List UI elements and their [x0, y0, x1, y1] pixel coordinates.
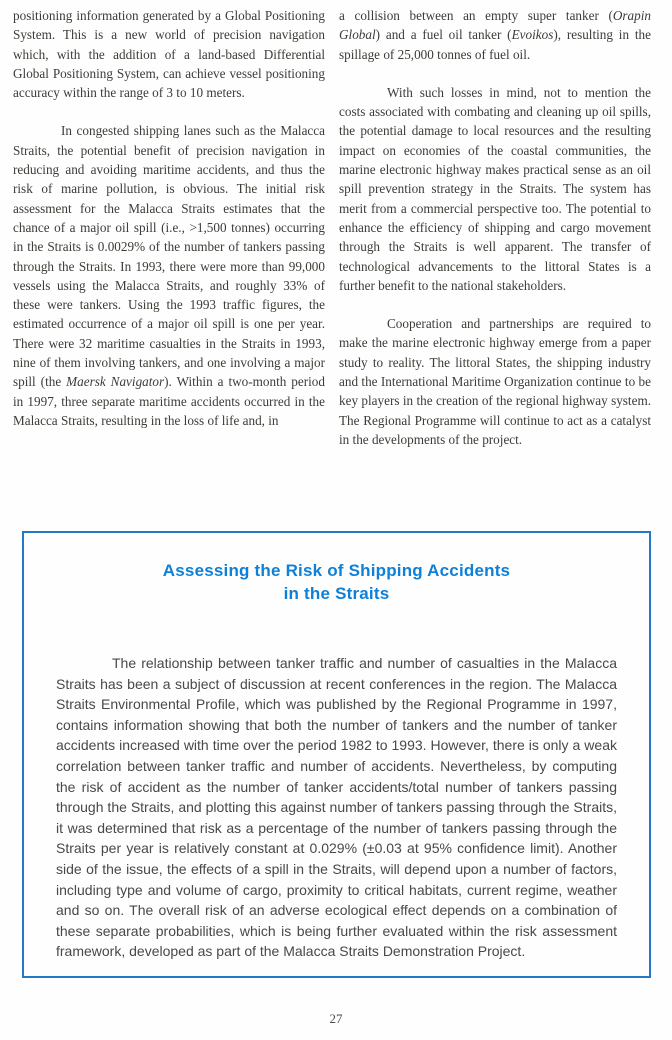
callout-box [22, 531, 651, 978]
text-segment: ) and a fuel oil tanker ( [375, 27, 512, 43]
paragraph [339, 314, 651, 449]
two-column-text-block [13, 6, 651, 468]
left-column [13, 6, 325, 468]
paragraph [13, 121, 325, 430]
page-number: 27 [329, 1011, 343, 1026]
paragraph [339, 83, 651, 295]
right-column [339, 6, 651, 468]
text-segment: ), resulting in the spillage of 25,000 tonnes of fuel oil. [339, 27, 651, 62]
italic-text-segment: Orapin Global [339, 8, 651, 43]
text-segment: positioning information generated by a Global Positioning System. This is a new world of precision navigation which, with the addition of a land-based Differential Global Positioning System, can achieve vessel positioning accuracy within the range of 3 to 10 meters. [13, 8, 325, 101]
callout-title [56, 559, 617, 605]
text-segment: a collision between an empty super tanker ( [339, 8, 613, 23]
callout-title-line1: Assessing the Risk of Shipping Accidents [162, 561, 511, 580]
callout-title-line2: in the Straits [283, 584, 390, 603]
text-segment: ). Within a two-month period in 1997, three separate maritime accidents occurred in the Malacca Straits, resulting in the loss of life and, in [13, 374, 325, 428]
text-segment: In congested shipping lanes such as the Malacca Straits, the potential benefit of precision navigation in reducing and avoiding maritime accidents, and thus the risk of marine pollution, is obvious. The initial risk assessment for the Malacca Straits estimates that the chance of a major oil spill (i.e., >1,500 tonnes) occurring in the Straits is 0.0029% of the number of tankers passing through the Straits. In 1993, there were more than 99,000 vessels using the Malacca Straits, and roughly 33% of these were tankers. Using the 1993 traffic figures, the estimated occurrence of a major oil spill is one per year. There were 32 maritime casualties in the Straits in 1993, nine of them involving tankers, and one involving a major spill (the [13, 123, 325, 390]
paragraph [13, 6, 325, 102]
callout-body-paragraph: The relationship between tanker traffic and number of casualties in the Malacca Straits has been a subject of discussion at recent conferences in the region. The Malacca Straits Environmental Profile, which was published by the Regional Programme in 1997, contains information showing that both the number of tankers and the number of tanker accidents increased with time over the period 1982 to 1993. However, there is only a weak correlation between tanker traffic and number of accidents. Nevertheless, by computing the risk of accident as the number of tanker accidents/total number of tankers passing through the Straits, and plotting this against number of tankers passing through the Straits, it was determined that risk as a percentage of the number of tankers passing through the Straits per year is relatively constant at 0.029% (±0.03 at 95% confidence limit). Another side of the issue, the effects of a spill in the Straits, will depend upon a number of factors, including type and volume of cargo, proximity to critical habitats, current regime, weather and so on. The overall risk of an adverse ecological effect depends on a combination of these separate probabilities, which is being further evaluated within the risk assessment framework, developed as part of the Malacca Straits Demonstration Project. [56, 655, 617, 960]
text-segment: With such losses in mind, not to mention the costs associated with combating and cleaning up oil spills, the potential damage to local resources and the resulting impact on economies of the coastal communities, the marine electronic highway makes practical sense as an oil spill prevention strategy in the Straits. The system has merit from a commercial perspective too. The potential to enhance the efficiency of shipping and cargo movement through the Straits is well apparent. The transfer of technological advancements to the littoral States is a further benefit to the national stakeholders. [339, 84, 651, 293]
italic-text-segment: Evoikos [511, 27, 554, 43]
italic-text-segment: Maersk Navigator [66, 374, 165, 390]
text-segment: Cooperation and partnerships are required to make the marine electronic highway emerge from a paper study to reality. The littoral States, the shipping industry and the International Maritime Organization continue to be key players in the creation of the regional highway system. The Regional Programme will continue to act as a catalyst in the developments of the project. [339, 316, 651, 447]
paragraph [339, 6, 651, 64]
